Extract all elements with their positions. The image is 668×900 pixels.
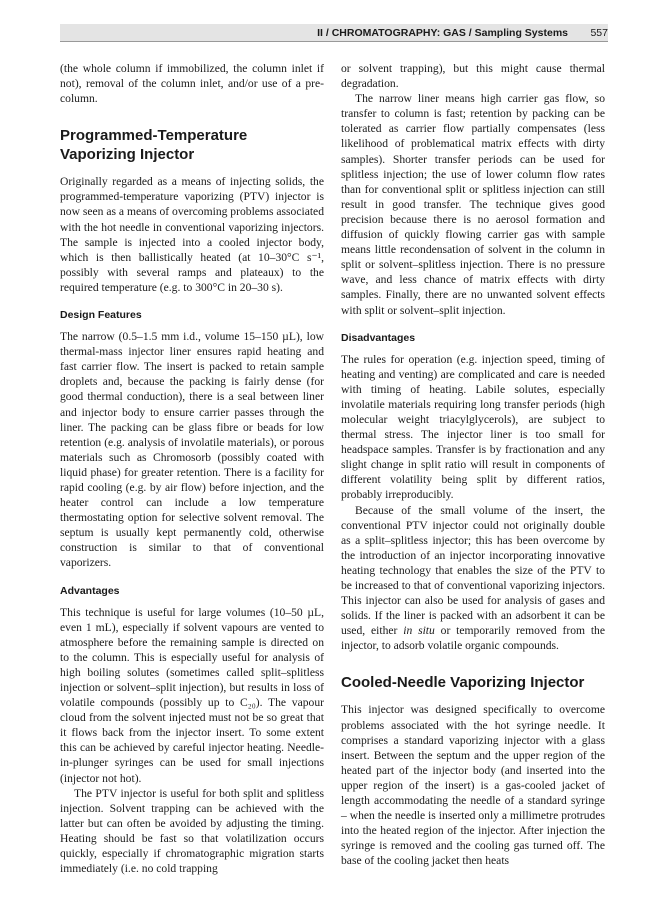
section-heading-ptv-line2: Vaporizing Injector [60, 146, 195, 164]
section-heading-ptv-line1: Programmed-Temperature [60, 127, 248, 145]
disadv2-text-b: or temporarily removed from the injector, to adsorb volatile organic compounds. [341, 624, 606, 653]
paragraph-design-features: The narrow (0.5–1.5 mm i.d., volume 15–150 µL), low thermal-mass injector liner ensures rapid heating and fast carrier flow. The insert is packed to retain sample droplets and, because the packing is fairly dense (for good thermal conduction), there is a seal between liner and injector body to ensure carrier passes through the liner. The packing can be glass fibre or beads for low retention (e.g. analysis of involatile materials), or porous materials such as Chromosorb (possibly coated with liquid phase) for greater retention. There is a facility for rapid cooling (e.g. by air flow) before injection, and the heater control can include a low temperature thermostating option for selective solvent removal. The septum is usually kept permanently cold, otherwise construction is similar to that of conventional vaporizers. [60, 330, 324, 570]
running-header [60, 24, 608, 42]
paragraph-advantages-2: The PTV injector is useful for both split and splitless injection. Solvent trapping can be achieved with the latter but can often be avoided by adjusting the timing. Heating should be fast so that volatilization occurs quickly, especially if chromatographic migration starts immediately (i.e. no cold trapping [60, 786, 324, 876]
paragraph-advantages-2-continued: or solvent trapping), but this might cause thermal degradation. [341, 62, 605, 91]
left-column [60, 61, 324, 876]
right-column [341, 61, 605, 869]
subheading-disadvantages: Disadvantages [341, 331, 416, 344]
paragraph-ptv-intro: Originally regarded as a means of injecting solids, the programmed-temperature vaporizing (PTV) injector is now seen as a means of overcoming problems associated with the hot needle in conventional vaporizing injectors. The sample is injected into a cooled injector body, which is then ballistically heated (at 10–30°C s⁻¹, possibly with several ramps and plateaux) to the required temperature (e.g. to 300°C in 20–30 s). [60, 175, 325, 294]
subheading-design-features: Design Features [60, 309, 142, 322]
section-heading-cooled-needle: Cooled-Needle Vaporizing Injector [341, 674, 585, 692]
page-number: 557 [590, 27, 608, 39]
paragraph-continued: (the whole column if immobilized, the column inlet if not), removal of the column inlet, and/or use of a pre-column. [60, 62, 324, 106]
paragraph-cooled-needle: This injector was designed specifically to overcome problems associated with the hot syringe needle. It comprises a standard vaporizing injector with a glass insert. Between the septum and the upper region of the heated part of the injector body (and inserted into the upper region of the insert) is a gas-cooled jacket of length accommodating the needle of a standard syringe – when the needle is inserted only a millimetre protrudes into the heated region of the injector. After injection the syringe is removed and the cooling gas turned off. The base of the cooling jacket then heats [341, 703, 605, 868]
disadv2-text-a: Because of the small volume of the insert, the conventional PTV injector could not originally double as a split–splitless injector; this has been overcome by the introduction of an injector incorporating innovative heating technology that enables the size of the PTV to be increased to that of conventional vaporizing injectors. This injector can also be used for analysis of gases and solids. If the liner is packed with an adsorbent it can be used, either [341, 503, 605, 638]
section-heading-ptv [60, 126, 324, 164]
disadv2-italic-term: in situ [403, 624, 435, 638]
paragraph-advantages-1: This technique is useful for large volumes (10–50 µL, even 1 mL), especially if solvent vapours are vented to atmosphere before the remaining sample is directed on to the column. This is especially useful for analysis of high boiling solutes (sometimes called split–splitless injection or solvent–split injection), but results in loss of volatile compounds (possibly up to C₂₀). The vapour cloud from the solvent injected must not be so great that it flows back from the injector insert. To some extent this can be achieved by careful injector heating. Needle-in-plunger syringes can be used for small injections (injector not hot). [60, 605, 324, 785]
paragraph-advantages-3: The narrow liner means high carrier gas flow, so transfer to column is fast; retention by packing can be tolerated as carrier flow partially compensates (less likelihood of problematical matrix effects with dirty samples). Shorter transfer periods can be used for splitless injection; the use of lower column flow rates than for conventional split or splitless injection can still result in good transfer. The technique gives good precision because there is no aerosol formation and diffusion of quickly flowing carrier gas with sample means little recondensation of solvent in the column in split or solvent–splitless injection. There is no pressure wave, and less chance of matrix effects with dirty samples. Finally, there are no unwanted solvent effects with split or solvent–split injection. [341, 92, 605, 317]
paragraph-disadvantages-1: The rules for operation (e.g. injection speed, timing of heating and venting) are complicated and care is needed with timing of heating. Labile solutes, especially involatile materials requiring long transfer periods (high molecular weight triacylglycerols), are subject to thermal stress. The injector liner is too small for headspace samples. Transfer is by fractionation and any slight change in split ratio will result in components of different volatility being split by different ratios, probably irreproducibly. [341, 352, 605, 502]
running-title: II / CHROMATOGRAPHY: GAS / Sampling Systems [317, 27, 568, 39]
subheading-advantages: Advantages [60, 584, 120, 597]
paragraph-disadvantages-2 [341, 503, 605, 654]
